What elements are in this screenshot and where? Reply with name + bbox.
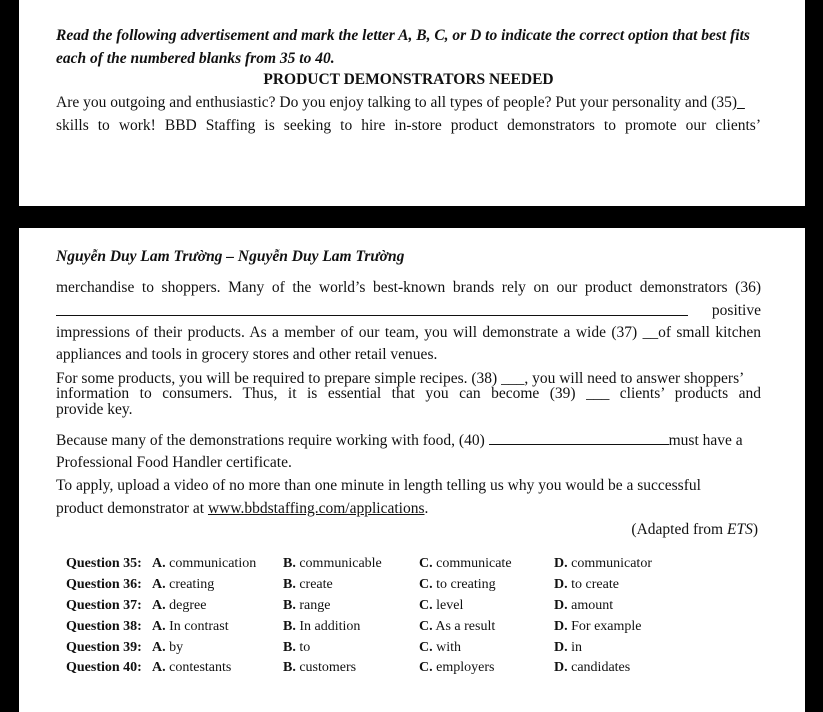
option-letter: D. <box>554 577 568 593</box>
blank-40 <box>489 430 669 445</box>
paragraph-4-line-1: Because many of the demonstrations require working with food, (40) must have a <box>56 432 743 449</box>
option-d[interactable] <box>554 658 674 679</box>
option-c[interactable] <box>419 575 554 596</box>
paragraph-1-line-2: skills to work! BBD Staffing is seeking to hire in-store product demonstrators to promote our clients’ <box>56 117 761 134</box>
option-a[interactable] <box>152 658 283 679</box>
paragraph-1-line-1: Are you outgoing and enthusiastic? Do you enjoy talking to all types of people? Put your personality and (35)_ <box>56 94 745 111</box>
paragraph-1-line-3: merchandise to shoppers. Many of the world’s best-known brands rely on our product demonstrators (36) <box>56 279 761 296</box>
option-b[interactable] <box>283 596 419 617</box>
question-label: Question 40: <box>66 660 142 676</box>
option-letter: C. <box>419 639 433 655</box>
option-letter: D. <box>554 660 568 676</box>
option-text: employers <box>436 660 495 676</box>
page-top-segment <box>19 0 805 206</box>
question-label: Question 35: <box>66 556 142 572</box>
question-row <box>66 616 674 637</box>
question-row <box>66 658 674 679</box>
option-c[interactable] <box>419 658 554 679</box>
option-d[interactable] <box>554 616 674 637</box>
question-row <box>66 637 674 658</box>
option-a[interactable] <box>152 637 283 658</box>
option-text: For example <box>571 618 642 634</box>
option-text: communicable <box>299 556 382 572</box>
option-letter: A. <box>152 577 166 593</box>
option-letter: C. <box>419 577 433 593</box>
option-text: range <box>299 597 331 613</box>
option-letter: B. <box>283 660 296 676</box>
application-link[interactable]: www.bbdstaffing.com/applications <box>207 500 425 517</box>
questions-table <box>66 554 674 679</box>
option-b[interactable] <box>283 554 419 575</box>
option-b[interactable] <box>283 637 419 658</box>
paragraph-1-line-4: positive <box>56 301 761 322</box>
option-letter: B. <box>283 618 296 634</box>
option-text: in <box>571 639 583 655</box>
option-text: to <box>299 639 311 655</box>
paragraph-3-line-2: information to consumers. Thus, it is essential that you can become (39) ___ clients’ products and <box>56 385 761 402</box>
paragraph-5-line-2: product demonstrator at www.bbdstaffing.com/applications. <box>56 500 429 517</box>
paragraph-2-line-1: impressions of their products. As a member of our team, you will demonstrate a wide (37) __of small kitchen <box>56 324 761 341</box>
option-text: level <box>436 597 464 613</box>
option-d[interactable] <box>554 575 674 596</box>
option-letter: D. <box>554 597 568 613</box>
question-label: Question 36: <box>66 577 142 593</box>
question-row <box>66 554 674 575</box>
option-b[interactable] <box>283 575 419 596</box>
option-text: amount <box>571 597 614 613</box>
option-a[interactable] <box>152 596 283 617</box>
paragraph-4-line-2: Professional Food Handler certificate. <box>56 454 292 471</box>
option-d[interactable] <box>554 637 674 658</box>
option-text: creating <box>169 577 215 593</box>
question-label: Question 37: <box>66 597 142 613</box>
option-letter: C. <box>419 660 433 676</box>
option-d[interactable] <box>554 554 674 575</box>
option-text: communicate <box>436 556 512 572</box>
question-label: Question 39: <box>66 639 142 655</box>
option-text: communication <box>169 556 257 572</box>
option-text: to create <box>571 577 619 593</box>
option-a[interactable] <box>152 616 283 637</box>
option-letter: C. <box>419 556 433 572</box>
instruction-line-2: each of the numbered blanks from 35 to 40. <box>56 50 335 67</box>
option-text: In contrast <box>169 618 229 634</box>
option-text: with <box>436 639 462 655</box>
option-letter: D. <box>554 639 568 655</box>
paragraph-3-line-3: provide key. <box>56 401 133 418</box>
instruction-line-1: Read the following advertisement and mark the letter A, B, C, or D to indicate the correct option that best fits <box>56 27 750 44</box>
option-c[interactable] <box>419 637 554 658</box>
option-letter: A. <box>152 597 166 613</box>
option-letter: B. <box>283 556 296 572</box>
option-text: communicator <box>571 556 652 572</box>
option-letter: A. <box>152 618 166 634</box>
option-c[interactable] <box>419 554 554 575</box>
page-bottom-segment <box>19 228 805 712</box>
question-row <box>66 575 674 596</box>
paragraph-5-line-1: To apply, upload a video of no more than one minute in length telling us why you would be a successful <box>56 477 701 494</box>
option-letter: C. <box>419 597 433 613</box>
option-letter: D. <box>554 618 568 634</box>
option-d[interactable] <box>554 596 674 617</box>
author-line: Nguyễn Duy Lam Trường – Nguyễn Duy Lam Trường <box>56 248 405 265</box>
paragraph-2-line-2: appliances and tools in grocery stores and other retail venues. <box>56 346 438 363</box>
source-note: (Adapted from ETS) <box>631 521 758 538</box>
option-a[interactable] <box>152 554 283 575</box>
option-text: As a result <box>435 618 496 634</box>
question-row <box>66 596 674 617</box>
option-letter: A. <box>152 556 166 572</box>
option-letter: A. <box>152 660 166 676</box>
option-text: to creating <box>436 577 496 593</box>
option-b[interactable] <box>283 616 419 637</box>
option-letter: C. <box>419 618 433 634</box>
option-a[interactable] <box>152 575 283 596</box>
blank-36 <box>56 301 688 316</box>
option-text: candidates <box>571 660 631 676</box>
option-letter: D. <box>554 556 568 572</box>
option-b[interactable] <box>283 658 419 679</box>
option-text: customers <box>299 660 357 676</box>
option-letter: A. <box>152 639 166 655</box>
option-text: by <box>169 639 184 655</box>
option-letter: B. <box>283 577 296 593</box>
option-text: create <box>299 577 333 593</box>
paragraph-3-line-1: For some products, you will be required to prepare simple recipes. (38) ___, you will need to answer shoppers’ <box>56 370 745 387</box>
question-label: Question 38: <box>66 618 142 634</box>
option-text: In addition <box>299 618 361 634</box>
option-letter: B. <box>283 639 296 655</box>
option-c[interactable] <box>419 596 554 617</box>
option-text: degree <box>169 597 207 613</box>
advertisement-heading: PRODUCT DEMONSTRATORS NEEDED <box>263 71 554 88</box>
option-text: contestants <box>169 660 232 676</box>
option-letter: B. <box>283 597 296 613</box>
option-c[interactable] <box>419 616 554 637</box>
